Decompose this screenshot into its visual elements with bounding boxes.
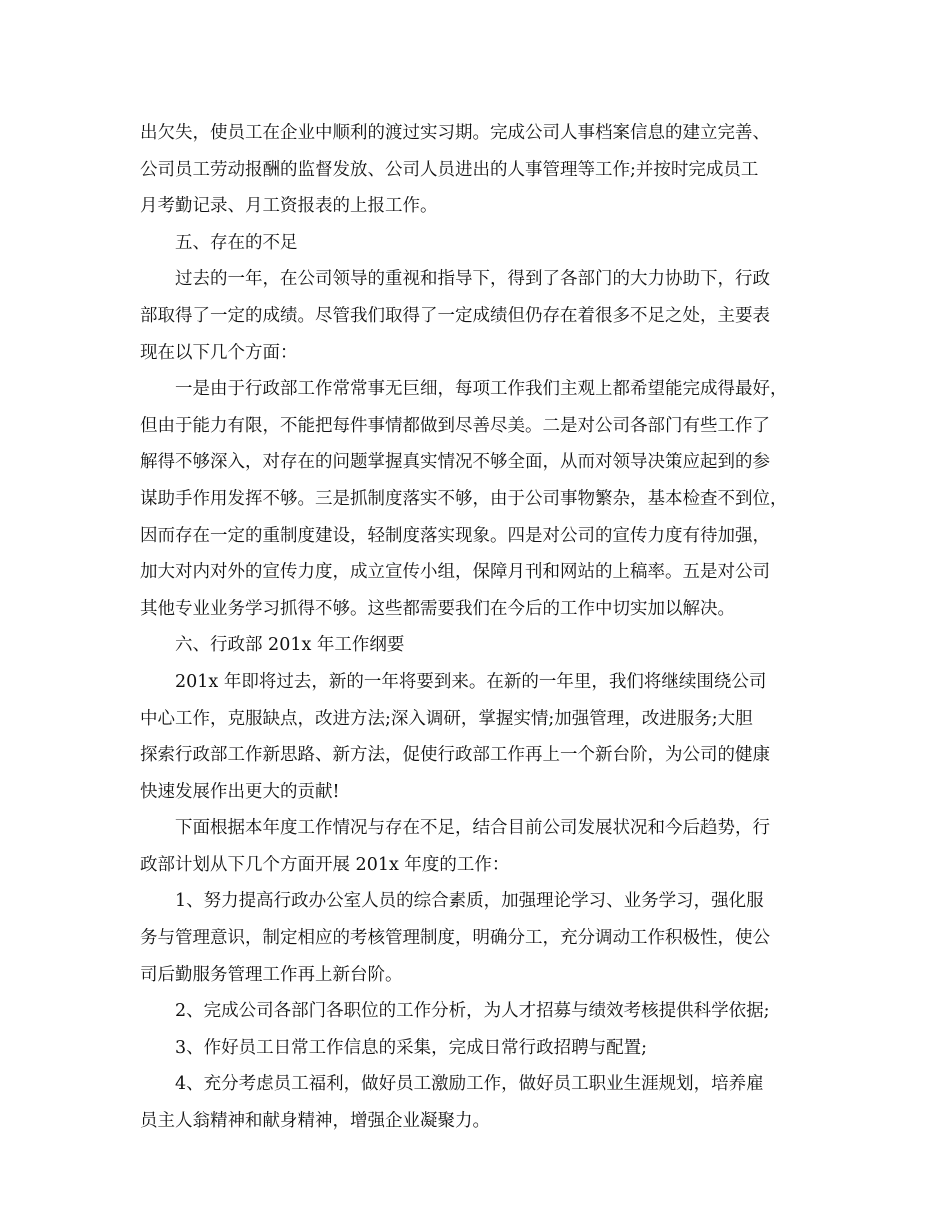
text-line: 六、行政部 201x 年工作纲要 bbox=[175, 635, 405, 656]
text-line: 政部计划从下几个方面开展 201x 年度的工作： bbox=[140, 854, 510, 875]
text-line: 快速发展作出更大的贡献! bbox=[140, 781, 340, 802]
text-line: 公司员工劳动报酬的监督发放、公司人员进出的人事管理等工作;并按时完成员工 bbox=[140, 159, 759, 180]
text-line: 2、完成公司各部门各职位的工作分析，为人才招募与绩效考核提供科学依据; bbox=[175, 1001, 770, 1022]
text-line: 司后勤服务管理工作再上新台阶。 bbox=[140, 964, 403, 985]
text-line: 务与管理意识，制定相应的考核管理制度，明确分工，充分调动工作积极性，使公 bbox=[140, 928, 770, 949]
text-line: 4、充分考虑员工福利，做好员工激励工作，做好员工职业生涯规划，培养雇 bbox=[175, 1074, 764, 1095]
text-line: 因而存在一定的重制度建设，轻制度落实现象。四是对公司的宣传力度有待加强， bbox=[140, 525, 770, 546]
text-line: 其他专业业务学习抓得不够。这些都需要我们在今后的工作中切实加以解决。 bbox=[140, 598, 735, 619]
text-line: 下面根据本年度工作情况与存在不足，结合目前公司发展状况和今后趋势，行 bbox=[175, 818, 770, 839]
paragraph-past-year bbox=[140, 261, 830, 371]
text-line: 五、存在的不足 bbox=[175, 232, 298, 253]
plan-item-1 bbox=[140, 883, 830, 993]
text-line: 探索行政部工作新思路、新方法，促使行政部工作再上一个新台阶，为公司的健康 bbox=[140, 745, 770, 766]
text-line: 员主人翁精神和献身精神，增强企业凝聚力。 bbox=[140, 1111, 490, 1132]
plan-item-3 bbox=[140, 1030, 830, 1067]
text-line: 解得不够深入，对存在的问题掌握真实情况不够全面，从而对领导决策应起到的参 bbox=[140, 452, 770, 473]
text-line: 一是由于行政部工作常常事无巨细，每项工作我们主观上都希望能完成得最好， bbox=[175, 379, 788, 400]
text-line: 1、努力提高行政办公室人员的综合素质，加强理论学习、业务学习，强化服 bbox=[175, 891, 764, 912]
paragraph-new-year bbox=[140, 664, 830, 810]
document-body bbox=[140, 115, 830, 1140]
paragraph-shortcomings-list bbox=[140, 371, 830, 627]
text-line: 但由于能力有限，不能把每件事情都做到尽善尽美。二是对公司各部门有些工作了 bbox=[140, 415, 770, 436]
heading-work-outline bbox=[140, 627, 830, 664]
text-line: 部取得了一定的成绩。尽管我们取得了一定成绩但仍存在着很多不足之处，主要表 bbox=[140, 305, 770, 326]
paragraph-plan-intro bbox=[140, 810, 830, 883]
text-line: 谋助手作用发挥不够。三是抓制度落实不够，由于公司事物繁杂，基本检查不到位， bbox=[140, 488, 788, 509]
text-line: 201x 年即将过去，新的一年将要到来。在新的一年里，我们将继续围绕公司 bbox=[175, 671, 767, 692]
text-line: 3、作好员工日常工作信息的采集，完成日常行政招聘与配置; bbox=[175, 1037, 648, 1058]
heading-shortcomings bbox=[140, 225, 830, 262]
text-line: 现在以下几个方面： bbox=[140, 342, 298, 363]
text-line: 出欠失，使员工在企业中顺利的渡过实习期。完成公司人事档案信息的建立完善、 bbox=[140, 123, 770, 143]
plan-item-4 bbox=[140, 1066, 830, 1139]
text-line: 月考勤记录、月工资报表的上报工作。 bbox=[140, 196, 438, 217]
plan-item-2 bbox=[140, 993, 830, 1030]
paragraph-continuation bbox=[140, 115, 830, 225]
text-line: 加大对内对外的宣传力度，成立宣传小组，保障月刊和网站的上稿率。五是对公司 bbox=[140, 562, 770, 583]
text-line: 过去的一年，在公司领导的重视和指导下，得到了各部门的大力协助下，行政 bbox=[175, 269, 770, 290]
text-line: 中心工作，克服缺点，改进方法;深入调研，掌握实情;加强管理，改进服务;大胆 bbox=[140, 708, 753, 729]
